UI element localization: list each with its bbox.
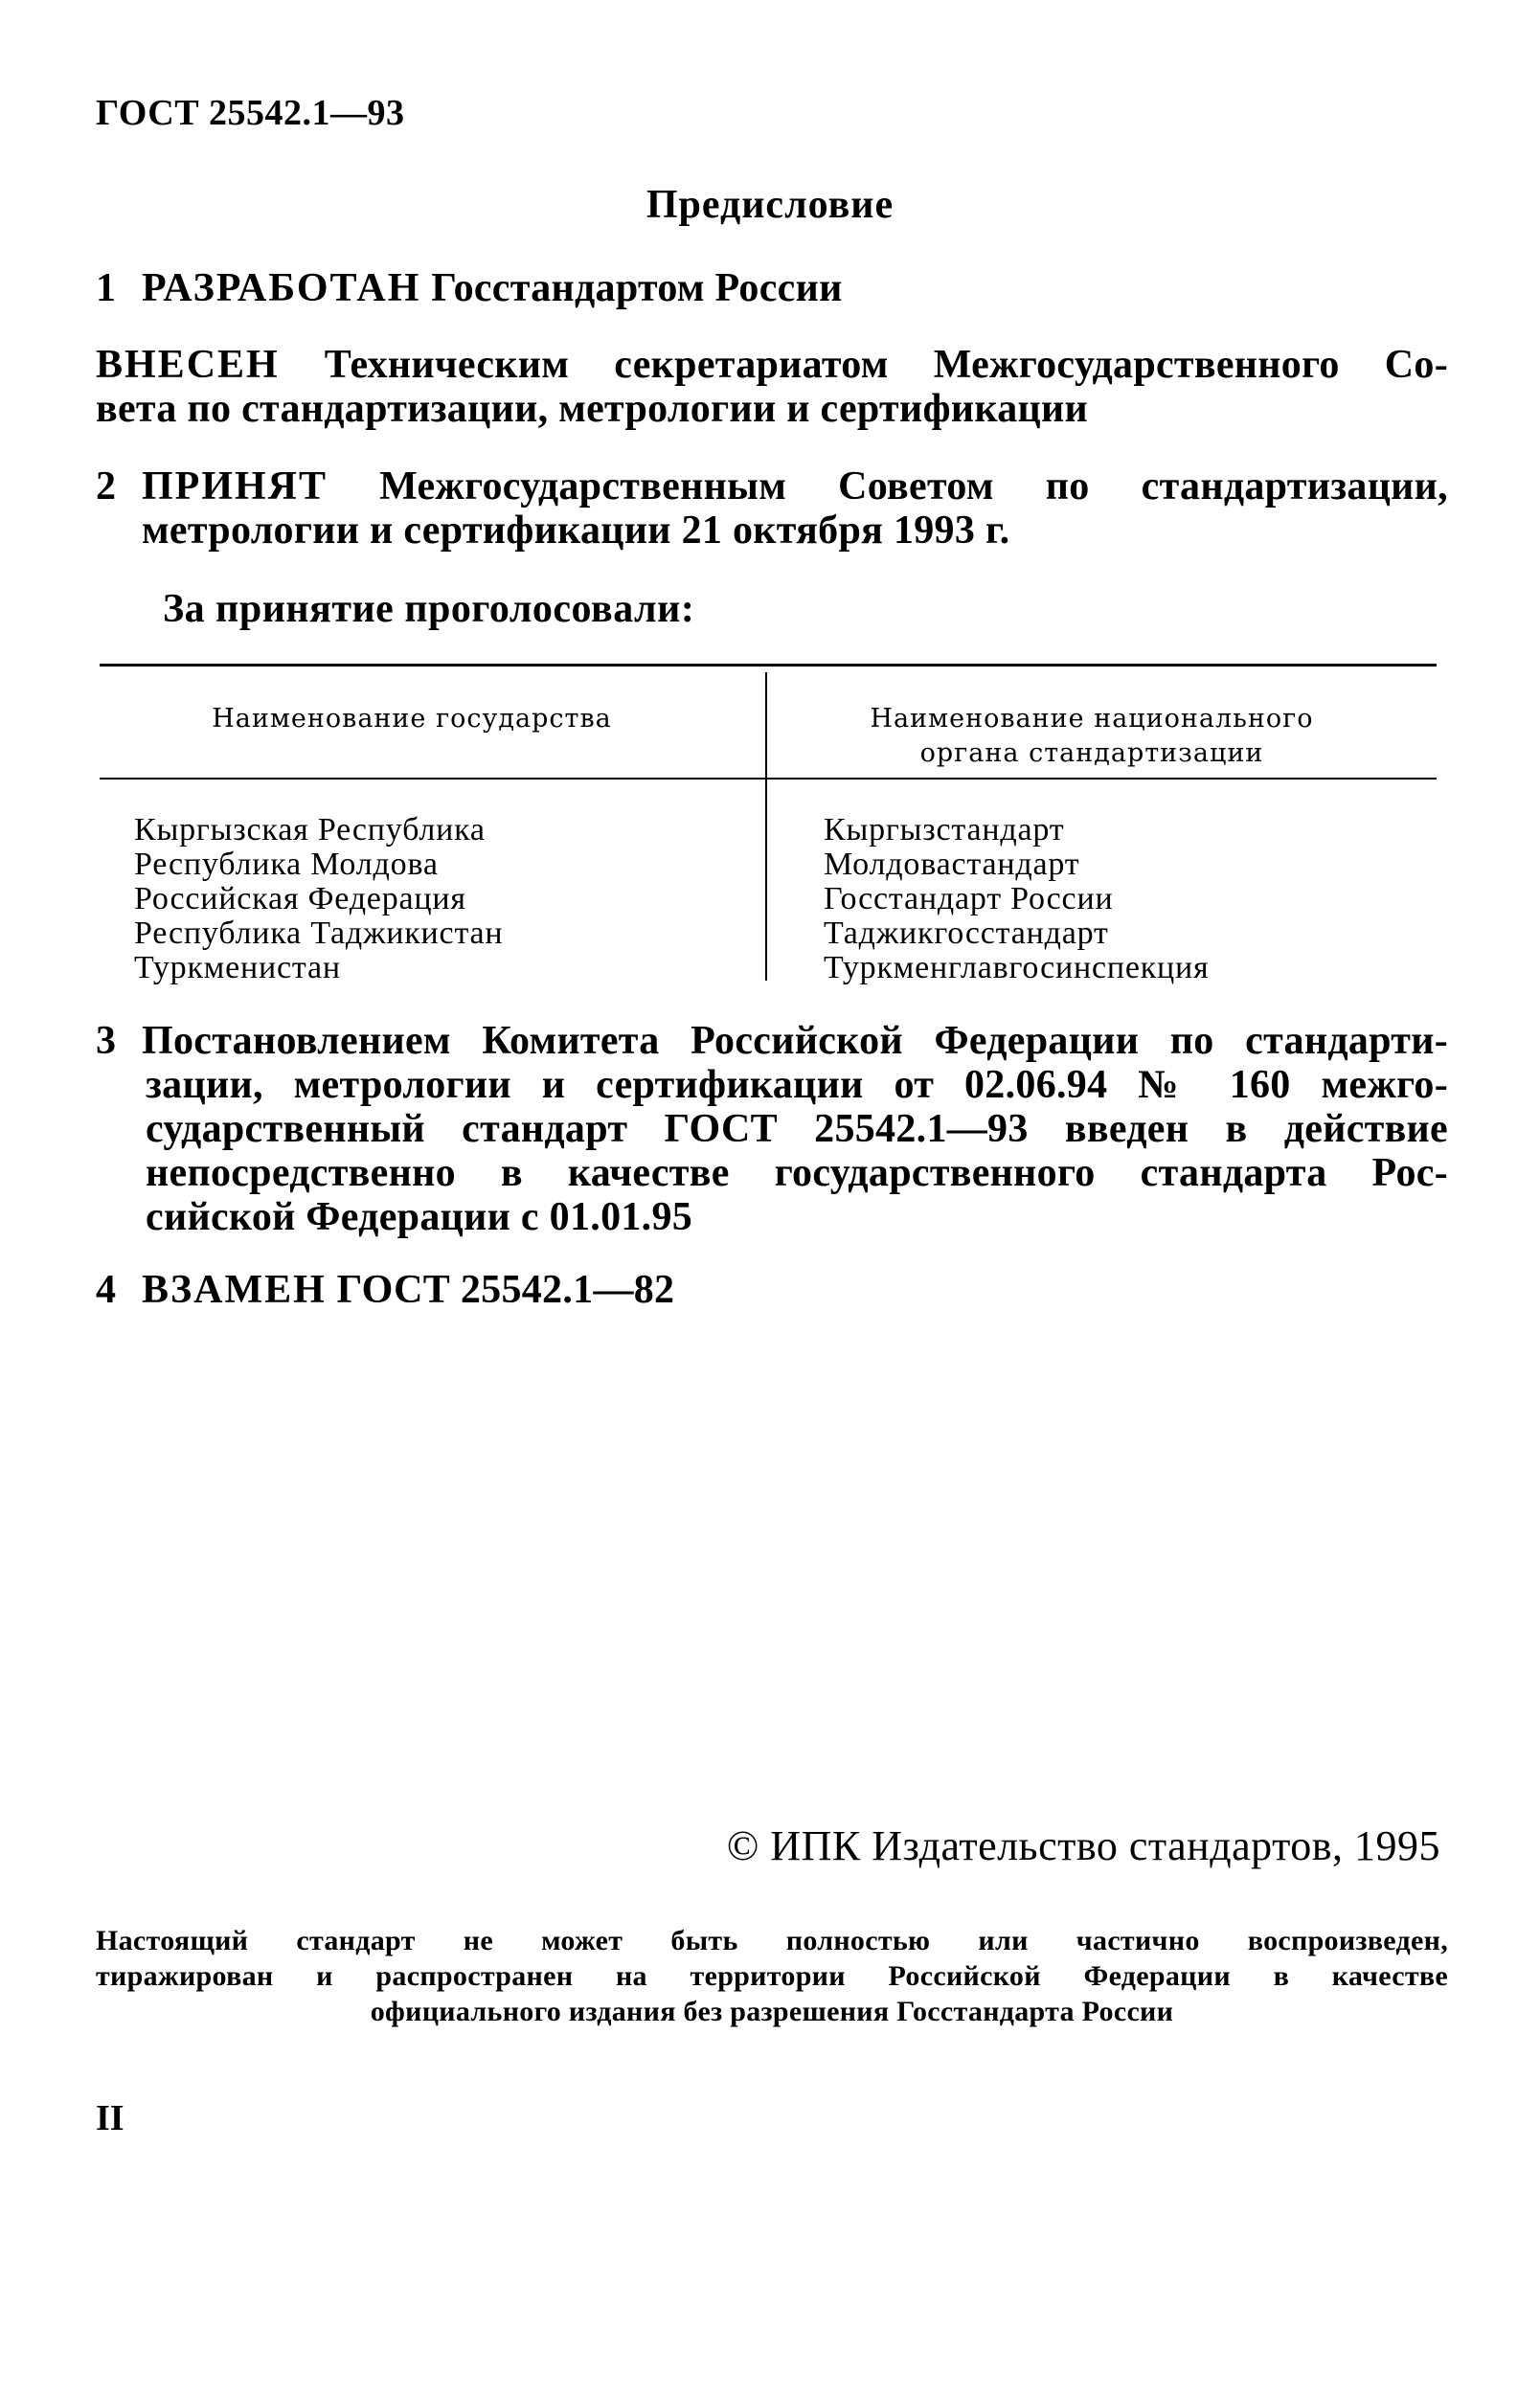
table-column-states [134,813,503,985]
header-text: Наименование национального [870,704,1314,734]
table-header-body [795,702,1389,771]
header-text: Наименование государства [212,704,612,734]
item-line: непосредственно в качестве государственного стандарта Рос- [146,1151,1448,1195]
page-number: II [96,2098,125,2138]
reproduction-notice [96,1923,1448,2029]
item-line: сударственный стандарт ГОСТ 25542.1—93 введен в действие [146,1107,1448,1151]
table-header-state [115,702,709,736]
table-cell-state: Кыргызская Республика [134,812,486,848]
item-developed [96,266,843,310]
item-lead: ВЗАМЕН [142,1268,327,1312]
item-line [96,1019,1448,1063]
notice-line: официального издания без разрешения Госстандарта России [370,1996,1174,2027]
table-header-rule [100,778,1437,780]
item-adopted [96,464,1448,553]
item-line [96,464,1448,509]
document-code: ГОСТ 25542.1—93 [96,93,405,133]
item-replaces [96,1268,674,1312]
item-text: Постановлением Комитета Российской Федерации по стандарти- [142,1019,1448,1063]
item-line: зации, метрологии и сертификации от 02.06.94 № 160 межго- [146,1063,1448,1107]
item-line: метрологии и сертификации 21 октября 1993 г. [142,509,1010,553]
notice-line: тиражирован и распространен на территории Российской Федерации в качестве [96,1960,1448,1992]
table-top-rule [100,664,1437,667]
table-cell-body: Молдовастандарт [824,847,1080,882]
page-title: Предисловие [645,183,895,227]
table-cell-state: Российская Федерация [134,881,466,916]
item-number: 1 [96,266,117,310]
item-text: Госстандартом России [431,266,843,310]
item-line: вета по стандартизации, метрологии и сертификации [96,387,1088,431]
table-column-divider [765,672,767,981]
table-cell-body: Таджикгосстандарт [824,915,1109,951]
item-line: сийской Федерации с 01.01.95 [146,1195,693,1239]
item-number: 2 [96,464,117,509]
table-cell-body: Туркменглавгосинспекция [824,950,1210,985]
notice-line: Настоящий стандарт не может быть полностью или частично воспроизведен, [96,1925,1448,1956]
table-cell-body: Госстандарт России [824,881,1114,916]
item-enacted [96,1019,1448,1239]
item-number: 4 [96,1268,117,1312]
item-lead: РАЗРАБОТАН [142,266,421,310]
item-number: 3 [96,1019,117,1063]
table-cell-state: Республика Таджикистан [134,915,504,951]
header-text: органа стандартизации [919,738,1264,768]
voted-heading: За принятие проголосовали: [163,587,695,631]
item-text: ГОСТ 25542.1—82 [336,1268,675,1312]
item-lead: ВНЕСЕН [96,343,280,387]
item-text: Техническим секретариатом Межгосударственного Со- [324,343,1448,387]
table-cell-state: Туркменистан [134,950,341,985]
item-lead: ПРИНЯТ [142,464,328,509]
item-text: Межгосударственным Советом по стандартизации, [379,464,1448,509]
table-column-bodies [824,813,1209,985]
table-cell-body: Кыргызстандарт [824,812,1065,848]
item-line [96,343,1448,387]
table-cell-state: Республика Молдова [134,847,439,882]
copyright: © ИПК Издательство стандартов, 1995 [726,1822,1440,1869]
item-submitted [96,343,1448,431]
